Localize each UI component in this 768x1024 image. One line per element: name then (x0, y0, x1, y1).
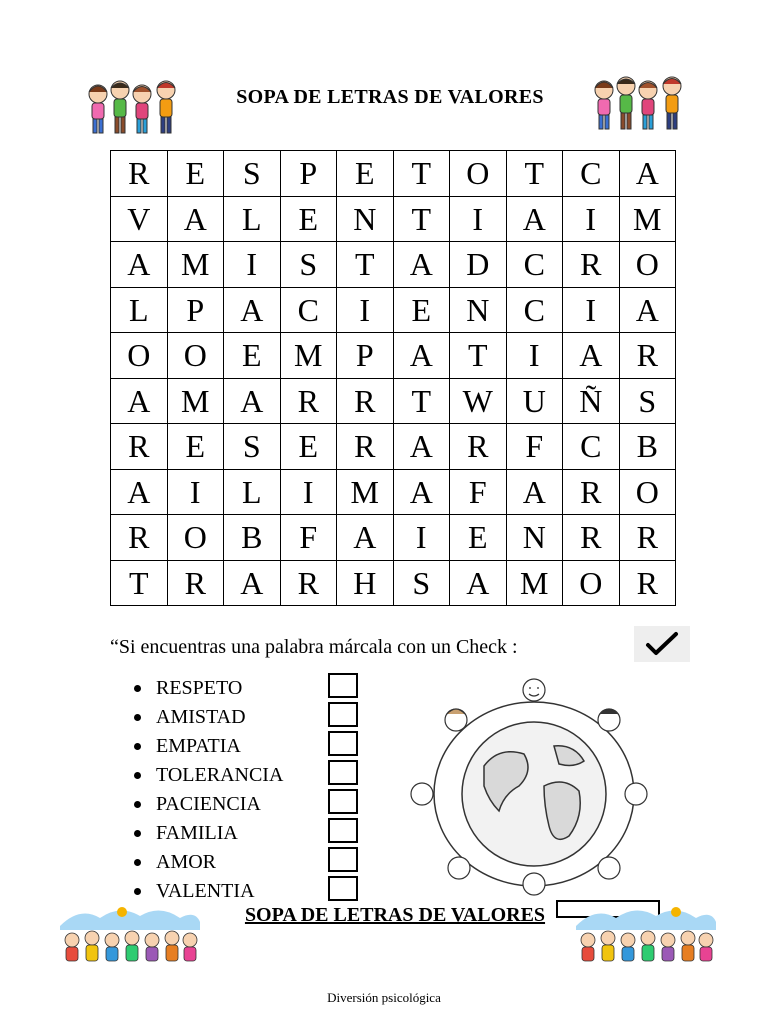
grid-row (111, 560, 676, 606)
grid-cell[interactable]: F (506, 424, 563, 470)
list-item (132, 821, 283, 850)
grid-cell[interactable]: M (506, 560, 563, 606)
grid-cell[interactable]: C (563, 424, 620, 470)
bullet-icon (134, 743, 141, 750)
grid-cell[interactable]: A (224, 560, 281, 606)
kids-group-illustration-left (80, 76, 190, 138)
grid-cell[interactable]: I (563, 287, 620, 333)
bullet-icon (134, 830, 141, 837)
word-label: RESPETO (156, 677, 243, 699)
grid-cell[interactable]: E (280, 424, 337, 470)
grid-cell[interactable]: M (619, 196, 676, 242)
grid-cell[interactable]: O (619, 242, 676, 288)
list-item (132, 676, 283, 705)
word-checkbox[interactable] (328, 673, 358, 698)
grid-cell[interactable]: F (450, 469, 507, 515)
grid-cell[interactable]: O (619, 469, 676, 515)
grid-row (111, 333, 676, 379)
grid-cell[interactable]: L (111, 287, 168, 333)
word-checkbox[interactable] (328, 818, 358, 843)
grid-cell[interactable]: O (167, 515, 224, 561)
grid-cell[interactable]: O (167, 333, 224, 379)
grid-cell[interactable]: R (280, 560, 337, 606)
word-checkbox[interactable] (328, 702, 358, 727)
checkmark-example (634, 626, 690, 662)
grid-cell[interactable]: P (167, 287, 224, 333)
grid-cell[interactable]: I (450, 196, 507, 242)
grid-cell[interactable]: L (224, 196, 281, 242)
grid-cell[interactable]: N (506, 515, 563, 561)
grid-cell[interactable]: A (393, 469, 450, 515)
grid-row (111, 378, 676, 424)
grid-cell[interactable]: B (224, 515, 281, 561)
grid-cell[interactable]: M (280, 333, 337, 379)
grid-cell[interactable]: P (337, 333, 394, 379)
kids-row-illustration-left (60, 904, 200, 966)
grid-cell[interactable]: O (563, 560, 620, 606)
grid-row (111, 196, 676, 242)
word-checkbox[interactable] (328, 789, 358, 814)
grid-cell[interactable]: R (563, 242, 620, 288)
word-checkbox[interactable] (328, 847, 358, 872)
grid-cell[interactable]: T (393, 196, 450, 242)
grid-cell[interactable]: I (167, 469, 224, 515)
list-item (132, 763, 283, 792)
grid-cell[interactable]: U (506, 378, 563, 424)
grid-cell[interactable]: R (619, 560, 676, 606)
grid-cell[interactable]: R (337, 378, 394, 424)
grid-row (111, 242, 676, 288)
grid-cell[interactable]: A (450, 560, 507, 606)
grid-cell[interactable]: S (224, 151, 281, 197)
grid-cell[interactable]: S (393, 560, 450, 606)
grid-cell[interactable]: R (619, 333, 676, 379)
grid-cell[interactable]: T (111, 560, 168, 606)
grid-cell[interactable]: A (167, 196, 224, 242)
word-label: PACIENCIA (156, 793, 261, 815)
bullet-icon (134, 859, 141, 866)
grid-cell[interactable]: E (167, 424, 224, 470)
grid-cell[interactable]: E (280, 196, 337, 242)
grid-cell[interactable]: E (393, 287, 450, 333)
grid-cell[interactable]: A (506, 196, 563, 242)
word-label: FAMILIA (156, 822, 238, 844)
grid-cell[interactable]: B (619, 424, 676, 470)
kids-group-illustration-right (586, 72, 696, 134)
grid-cell[interactable]: T (393, 378, 450, 424)
footer-text: Diversión psicológica (327, 990, 441, 1005)
grid-cell[interactable]: R (563, 515, 620, 561)
grid-cell[interactable]: E (167, 151, 224, 197)
grid-cell[interactable]: W (450, 378, 507, 424)
grid-cell[interactable]: V (111, 196, 168, 242)
grid-cell[interactable]: I (224, 242, 281, 288)
grid-cell[interactable]: P (280, 151, 337, 197)
grid-cell[interactable]: A (619, 287, 676, 333)
grid-cell[interactable]: M (167, 242, 224, 288)
grid-cell[interactable]: S (280, 242, 337, 288)
word-label: VALENTIA (156, 880, 255, 902)
grid-cell[interactable]: E (224, 333, 281, 379)
kids-row-illustration-right (576, 904, 716, 966)
grid-cell[interactable]: R (450, 424, 507, 470)
grid-cell[interactable]: R (111, 424, 168, 470)
list-item (132, 850, 283, 879)
grid-cell[interactable]: D (450, 242, 507, 288)
grid-cell[interactable]: L (224, 469, 281, 515)
word-checkbox[interactable] (328, 760, 358, 785)
grid-row (111, 424, 676, 470)
grid-cell[interactable]: S (619, 378, 676, 424)
grid-cell[interactable]: I (563, 196, 620, 242)
grid-cell[interactable]: C (506, 242, 563, 288)
grid-cell[interactable]: I (280, 469, 337, 515)
grid-cell[interactable]: R (337, 424, 394, 470)
grid-cell[interactable]: T (393, 151, 450, 197)
grid-row (111, 469, 676, 515)
grid-cell[interactable]: R (111, 515, 168, 561)
grid-cell[interactable]: S (224, 424, 281, 470)
grid-cell[interactable]: M (337, 469, 394, 515)
grid-cell[interactable]: O (450, 151, 507, 197)
grid-row (111, 151, 676, 197)
bullet-icon (134, 888, 141, 895)
instruction-text: “Si encuentras una palabra márcala con un Check : (110, 636, 518, 658)
grid-cell[interactable]: O (111, 333, 168, 379)
bullet-icon (134, 714, 141, 721)
grid-cell[interactable]: A (111, 469, 168, 515)
grid-cell[interactable]: R (280, 378, 337, 424)
grid-cell[interactable]: E (450, 515, 507, 561)
list-item (132, 734, 283, 763)
grid-cell[interactable]: A (619, 151, 676, 197)
grid-cell[interactable]: I (393, 515, 450, 561)
grid-row (111, 287, 676, 333)
checkmark-icon (645, 631, 679, 657)
grid-cell[interactable]: I (506, 333, 563, 379)
word-label: AMISTAD (156, 706, 246, 728)
grid-cell[interactable]: A (393, 424, 450, 470)
grid-cell[interactable]: N (337, 196, 394, 242)
children-around-globe-illustration (404, 676, 664, 898)
grid-cell[interactable]: A (224, 287, 281, 333)
word-label: EMPATIA (156, 735, 241, 757)
grid-cell[interactable]: A (111, 242, 168, 288)
grid-cell[interactable]: F (280, 515, 337, 561)
grid-cell[interactable]: A (111, 378, 168, 424)
grid-cell[interactable]: T (450, 333, 507, 379)
grid-row (111, 515, 676, 561)
list-item (132, 705, 283, 734)
grid-cell[interactable]: R (563, 469, 620, 515)
grid-cell[interactable]: A (337, 515, 394, 561)
grid-cell[interactable]: A (393, 333, 450, 379)
grid-cell[interactable]: N (450, 287, 507, 333)
word-search-grid (110, 150, 676, 606)
grid-cell[interactable]: C (506, 287, 563, 333)
bottom-title: SOPA DE LETRAS DE VALORES (244, 904, 546, 926)
grid-cell[interactable]: A (393, 242, 450, 288)
word-label: TOLERANCIA (156, 764, 284, 786)
word-label: AMOR (156, 851, 217, 873)
grid-cell[interactable]: A (506, 469, 563, 515)
grid-cell[interactable]: R (111, 151, 168, 197)
page-title: SOPA DE LETRAS DE VALORES (236, 86, 544, 108)
grid-cell[interactable]: Ñ (563, 378, 620, 424)
word-list (132, 676, 283, 908)
list-item (132, 792, 283, 821)
grid-cell[interactable]: T (337, 242, 394, 288)
grid-cell[interactable]: H (337, 560, 394, 606)
grid-cell[interactable]: E (337, 151, 394, 197)
grid-cell[interactable]: T (506, 151, 563, 197)
grid-cell[interactable]: A (563, 333, 620, 379)
grid-cell[interactable]: R (167, 560, 224, 606)
grid-cell[interactable]: C (280, 287, 337, 333)
word-checkbox[interactable] (328, 876, 358, 901)
grid-cell[interactable]: M (167, 378, 224, 424)
grid-cell[interactable]: I (337, 287, 394, 333)
grid-cell[interactable]: R (619, 515, 676, 561)
grid-cell[interactable]: A (224, 378, 281, 424)
grid-cell[interactable]: C (563, 151, 620, 197)
word-checkbox[interactable] (328, 731, 358, 756)
bullet-icon (134, 801, 141, 808)
bullet-icon (134, 772, 141, 779)
bullet-icon (134, 685, 141, 692)
